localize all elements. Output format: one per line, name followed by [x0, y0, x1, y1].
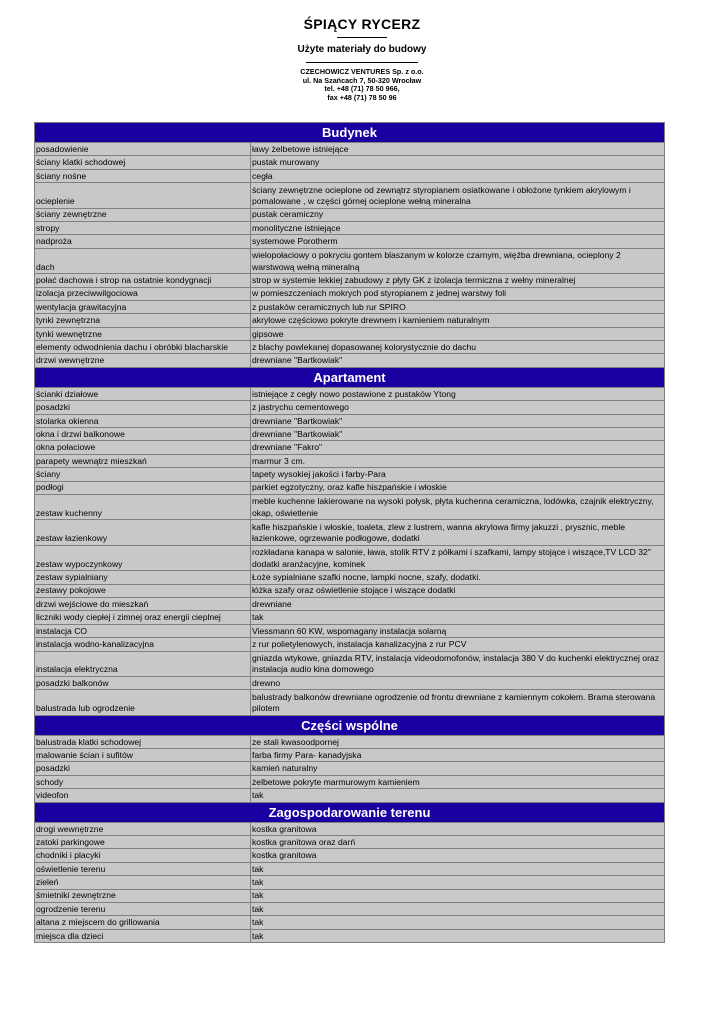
section-header: Apartament: [35, 368, 664, 388]
item-value: kostka granitowa: [252, 850, 317, 861]
table-row: [35, 495, 664, 520]
company-fax: fax +48 (71) 78 50 96: [327, 92, 397, 102]
item-value: żelbetowe pokryte marmurowym kamieniem: [252, 776, 420, 787]
item-value: tak: [252, 930, 264, 941]
item-label: ścianki działowe: [35, 388, 251, 400]
item-label: stropy: [35, 222, 251, 234]
item-value: drewno: [252, 677, 281, 688]
item-label: instalacja CO: [35, 625, 251, 637]
item-value: kostka granitowa: [252, 823, 317, 834]
item-value: systemowe Porotherm: [252, 236, 338, 247]
table-row: [35, 249, 664, 274]
item-label: drzwi wejściowe do mieszkań: [35, 598, 251, 610]
table-row: [35, 415, 664, 428]
table-row: [35, 903, 664, 916]
item-value: Łoże sypialniane szafki nocne, lampki nocne, szafy, dodatki.: [252, 572, 481, 583]
table-row: [35, 652, 664, 677]
item-value: gipsowe: [252, 328, 284, 339]
item-label: tynki zewnętrzna: [35, 314, 251, 326]
table-row: [35, 823, 664, 836]
item-value: drewniane "Fakro": [252, 442, 323, 453]
item-label: śmietniki zewnętrzne: [35, 890, 251, 902]
item-value: kafle hiszpańskie i włoskie, toaleta, zlew z lustrem, wanna akrylowa firmy jakuzzi , prysznic, meble łazienkowe, ogrzewanie podłogowe, dodatki: [252, 521, 626, 544]
item-value: monolityczne istniejące: [252, 222, 341, 233]
table-row: [35, 625, 664, 638]
item-label: instalacja elektryczna: [35, 652, 251, 676]
item-value: tak: [252, 877, 264, 888]
table-row: [35, 546, 664, 571]
item-value: kamień naturalny: [252, 763, 318, 774]
table-row: [35, 222, 664, 235]
item-value: cegła: [252, 170, 273, 181]
item-value: drewniane "Bartkowiak": [252, 355, 343, 366]
table-row: [35, 736, 664, 749]
item-label: liczniki wody ciepłej i zimnej oraz energii cieplnej: [35, 611, 251, 623]
document-title: ŚPIĄCY RYCERZ: [303, 16, 421, 32]
item-value: wielopołaciowy o pokryciu gontem blaszanym w kolorze czarnym, więźba drewniana, ocieplony 2 warstwową wełną mineralną: [252, 250, 621, 272]
item-value: parkiet egzotyczny, oraz kafle hiszpańskie i włoskie: [252, 482, 447, 493]
item-label: ściany: [35, 468, 251, 480]
item-label: instalacja wodno-kanalizacyjna: [35, 638, 251, 650]
item-label: oświetlenie terenu: [35, 863, 251, 875]
item-value: marmur 3 cm.: [252, 455, 305, 466]
table-row: [35, 520, 664, 545]
item-label: posadzki: [35, 401, 251, 413]
item-value: tak: [252, 790, 264, 801]
item-value: akrylowe częściowo pokryte drewnem i kamieniem naturalnym: [252, 315, 490, 326]
document-subtitle: Użyte materiały do budowy: [297, 44, 427, 55]
table-row: [35, 849, 664, 862]
table-row: [35, 441, 664, 454]
item-label: ściany zewnętrzne: [35, 209, 251, 221]
table-row: [35, 690, 664, 715]
company-info: [0, 68, 724, 102]
table-row: [35, 274, 664, 287]
item-label: ocieplenie: [35, 183, 251, 207]
item-value: łóżka szafy oraz oświetlenie stojące i wiszące dodatki: [252, 585, 456, 596]
table-row: [35, 585, 664, 598]
item-value: z blachy powlekanej dopasowanej kolorystycznie do dachu: [252, 341, 477, 352]
table-row: [35, 863, 664, 876]
table-row: [35, 235, 664, 248]
item-value: Viessmann 60 KW, wspomagany instalacja solarną: [252, 625, 447, 636]
table-row: [35, 341, 664, 354]
company-address: ul. Na Szańcach 7, 50-320 Wrocław: [302, 75, 422, 85]
item-value: tak: [252, 903, 264, 914]
item-value: z rur polietylenowych, instalacja kanalizacyjna z rur PCV: [252, 639, 467, 649]
item-label: wentylacja grawitacyjna: [35, 301, 251, 313]
item-label: izolacja przeciwwilgociowa: [35, 288, 251, 300]
item-label: parapety wewnątrz mieszkań: [35, 455, 251, 467]
item-label: videofon: [35, 789, 251, 801]
item-label: zestaw kuchenny: [35, 495, 251, 519]
item-value: tak: [252, 917, 264, 928]
table-row: [35, 749, 664, 762]
item-value: kostka granitowa oraz darń: [252, 836, 356, 847]
item-label: okna połaciowe: [35, 441, 251, 453]
item-value: ławy żelbetowe istniejące: [252, 143, 349, 154]
section-header: Części wspólne: [35, 716, 664, 736]
item-value: rozkładana kanapa w salonie, ława, stolik RTV z półkami i szafkami, lampy stojące i wiszące,TV LCD 32" dodatki aranżacyjne, kominek: [252, 547, 651, 569]
item-value: pustak ceramiczny: [252, 209, 324, 220]
item-label: balustrada lub ogrodzenie: [35, 690, 251, 714]
table-row: [35, 354, 664, 367]
item-label: miejsca dla dzieci: [35, 930, 251, 942]
item-label: ściany klatki schodowej: [35, 156, 251, 168]
item-label: balustrada klatki schodowej: [35, 736, 251, 748]
item-value: balustrady balkonów drewniane ogrodzenie od frontu drewniane z kamiennym cokołem. Brama sterowana pilotem: [252, 691, 656, 714]
company-phone: tel. +48 (71) 78 50 966,: [324, 84, 400, 94]
table-row: [35, 314, 664, 327]
table-row: [35, 428, 664, 441]
table-row: [35, 468, 664, 481]
item-label: tynki wewnętrzne: [35, 328, 251, 340]
item-value: gniazda wtykowe, gniazda RTV, instalacja videodomofonów, instalacja 380 V do kuchenki elektrycznej oraz instalacja audio kina domowego: [252, 652, 660, 675]
table-row: [35, 611, 664, 624]
item-label: chodniki i placyki: [35, 849, 251, 861]
section-header: Zagospodarowanie terenu: [35, 803, 664, 823]
table-row: [35, 836, 664, 849]
item-label: zestaw łazienkowy: [35, 520, 251, 544]
item-value: drewniane "Bartkowiak": [252, 428, 343, 439]
item-label: zieleń: [35, 876, 251, 888]
table-row: [35, 916, 664, 929]
table-row: [35, 455, 664, 468]
item-label: podłogi: [35, 482, 251, 494]
item-label: zestaw sypialniany: [35, 571, 251, 583]
item-label: nadproża: [35, 235, 251, 247]
item-value: drewniane "Bartkowiak": [252, 415, 343, 426]
item-label: stolarka okienna: [35, 415, 251, 427]
table-row: [35, 301, 664, 314]
item-label: połać dachowa i strop na ostatnie kondygnacji: [35, 274, 251, 286]
item-value: farba firmy Para- kanadyjska: [252, 749, 362, 760]
item-value: z pustaków ceramicznych lub rur SPIRO: [252, 301, 406, 312]
subtitle-underline: [306, 62, 418, 63]
item-value: w pomieszczeniach mokrych pod styropianem z jednej warstwy foli: [252, 288, 507, 299]
table-row: [35, 328, 664, 341]
item-label: okna i drzwi balkonowe: [35, 428, 251, 440]
company-name: CZECHOWICZ VENTURES Sp. z o.o.: [300, 67, 424, 76]
materials-table: [34, 122, 665, 943]
table-row: [35, 677, 664, 690]
item-value: pustak murowany: [252, 157, 320, 168]
item-label: posadzki: [35, 762, 251, 774]
table-row: [35, 776, 664, 789]
table-row: [35, 930, 664, 942]
item-value: tak: [252, 612, 264, 623]
item-value: drewniane: [252, 598, 292, 609]
table-row: [35, 762, 664, 775]
item-label: dach: [35, 249, 251, 273]
table-row: [35, 876, 664, 889]
item-label: elementy odwodnienia dachu i obróbki blacharskie: [35, 341, 251, 353]
item-value: meble kuchenne lakierowane na wysoki połysk, płyta kuchenna ceramiczna, lodówka, czajnik elektryczny, okap, oświetlenie: [252, 496, 654, 518]
table-row: [35, 890, 664, 903]
item-value: tak: [252, 863, 264, 874]
table-row: [35, 388, 664, 401]
item-label: posadowienie: [35, 143, 251, 155]
table-row: [35, 143, 664, 156]
table-row: [35, 571, 664, 584]
table-row: [35, 638, 664, 651]
item-value: z jastrychu cementowego: [252, 402, 349, 413]
table-row: [35, 789, 664, 802]
item-label: malowanie ścian i sufitów: [35, 749, 251, 761]
item-label: drzwi wewnętrzne: [35, 354, 251, 366]
section-header: Budynek: [35, 123, 664, 143]
item-value: strop w systemie lekkiej zabudowy z płyty GK z izolacja termiczna z wełny mineralnej: [252, 275, 576, 286]
item-value: ściany zewnętrzne ocieplone od zewnątrz styropianem osiatkowane i obłożone tynkiem akrylowym i pomalowane , w części górnej ocieplone wełną mineralna: [252, 184, 631, 207]
item-label: posadzki balkonów: [35, 677, 251, 689]
table-row: [35, 183, 664, 208]
table-row: [35, 288, 664, 301]
item-label: ogrodzenie terenu: [35, 903, 251, 915]
table-row: [35, 401, 664, 414]
item-label: altana z miejscem do grillowania: [35, 916, 251, 928]
item-label: drogi wewnętrzne: [35, 823, 251, 835]
table-row: [35, 482, 664, 495]
item-value: istniejące z cegły nowo postawione z pustaków Ytong: [252, 388, 456, 399]
item-label: schody: [35, 776, 251, 788]
item-value: tapety wysokiej jakości i farby-Para: [252, 469, 386, 480]
item-label: zestaw wypoczynkowy: [35, 546, 251, 570]
item-label: ściany nośne: [35, 170, 251, 182]
table-row: [35, 598, 664, 611]
title-underline: [337, 37, 387, 38]
table-row: [35, 209, 664, 222]
item-value: tak: [252, 890, 264, 901]
table-row: [35, 170, 664, 183]
table-row: [35, 156, 664, 169]
item-value: ze stali kwasoodpornej: [252, 736, 339, 747]
item-label: zatoki parkingowe: [35, 836, 251, 848]
item-label: zestawy pokojowe: [35, 585, 251, 597]
